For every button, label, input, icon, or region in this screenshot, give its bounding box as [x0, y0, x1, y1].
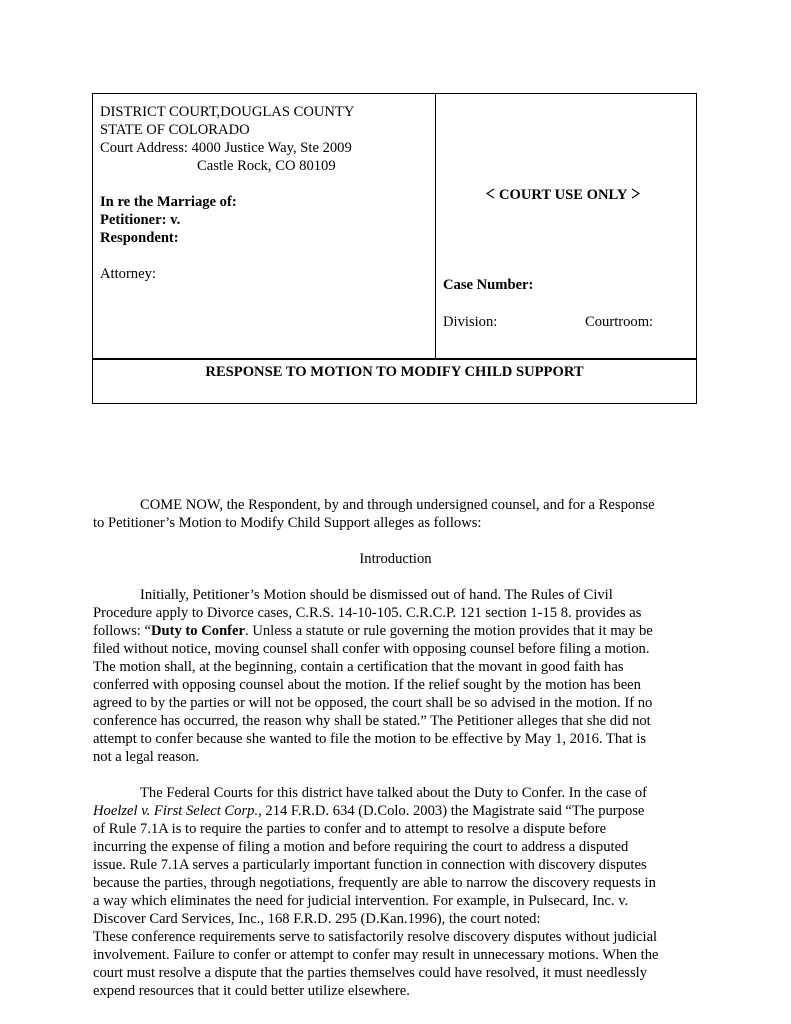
- p2-line-6: because the parties, through negotiations, frequently are able to narrow the discovery requests in: [93, 875, 656, 891]
- court-city: Castle Rock, CO 80109: [197, 158, 336, 174]
- petitioner-label: Petitioner: v.: [100, 212, 181, 228]
- p2-line-5: issue. Rule 7.1A serves a particularly important function in connection with discovery disputes: [93, 857, 647, 873]
- p2-line-7: a way which eliminates the need for judicial intervention. For example, in Pulsecard, Inc. v.: [93, 893, 629, 909]
- p1-line-1: Initially, Petitioner’s Motion should be dismissed out of hand. The Rules of Civil: [140, 587, 613, 603]
- p2-line-1: The Federal Courts for this district have talked about the Duty to Confer. In the case of: [140, 785, 647, 801]
- intro-line-1: COME NOW, the Respondent, by and through undersigned counsel, and for a Response: [140, 497, 655, 513]
- p1-line-10: not a legal reason.: [93, 749, 200, 765]
- court-address: Court Address: 4000 Justice Way, Ste 2009: [100, 140, 352, 156]
- courtroom-label: Courtroom:: [585, 314, 654, 330]
- p2-line-11: court must resolve a dispute that the parties themselves could have resolved, it must needlessly: [93, 965, 648, 981]
- p1-line-5: The motion shall, at the beginning, contain a certification that the movant in good faith has: [93, 659, 624, 675]
- caption-left-cell: [93, 94, 436, 359]
- p2-line-2: Hoelzel v. First Select Corp., 214 F.R.D. 634 (D.Colo. 2003) the Magistrate said “The purpose: [93, 803, 645, 819]
- court-use-only: [482, 186, 644, 204]
- duty-to-confer-bold: Duty to Confer: [150, 623, 246, 639]
- p2-line-4: incurring the expense of filing a motion and before requiring the court to address a disputed: [93, 839, 629, 855]
- p1-line-2: Procedure apply to Divorce cases, C.R.S. 14-10-105. C.R.C.P. 121 section 1-15 8. provides as: [93, 605, 642, 621]
- court-name: DISTRICT COURT,DOUGLAS COUNTY: [100, 104, 355, 120]
- case-citation-italic: Hoelzel v. First Select Corp.: [93, 803, 259, 819]
- triangle-right-icon: [631, 186, 640, 204]
- division-label: Division:: [443, 314, 498, 330]
- p1-line-7: agreed to by the parties or will not be opposed, the court shall be so advised in the motion. If no: [93, 695, 653, 711]
- case-number-label: Case Number:: [443, 277, 534, 293]
- document-title: RESPONSE TO MOTION TO MODIFY CHILD SUPPORT: [205, 364, 584, 380]
- intro-line-2: to Petitioner’s Motion to Modify Child Support alleges as follows:: [93, 515, 482, 531]
- p2-line-10: involvement. Failure to confer or attempt to confer may result in unnecessary motions. When the: [93, 947, 659, 963]
- p2-line-3: of Rule 7.1A is to require the parties to confer and to attempt to resolve a dispute before: [93, 821, 607, 837]
- court-state: STATE OF COLORADO: [100, 122, 250, 138]
- p1-line-3: follows: “Duty to Confer. Unless a statute or rule governing the motion provides that it may be: [93, 623, 653, 639]
- p2-line-12: expend resources that it could better utilize elsewhere.: [93, 983, 410, 999]
- caption-title-cell: [93, 358, 696, 403]
- marriage-heading: In re the Marriage of:: [100, 194, 237, 210]
- p1-line-6: conferred with opposing counsel about the motion. If the relief sought by the motion has been: [93, 677, 641, 693]
- attorney-label: Attorney:: [100, 266, 156, 282]
- section-heading: Introduction: [359, 551, 432, 567]
- court-use-only-label: COURT USE ONLY: [499, 187, 628, 203]
- p1-line-9: attempt to confer because she wanted to file the motion to be effective by May 1, 2016. That is: [93, 731, 647, 747]
- p2-line-8: Discover Card Services, Inc., 168 F.R.D. 295 (D.Kan.1996), the court noted:: [93, 911, 541, 927]
- respondent-label: Respondent:: [100, 230, 179, 246]
- p1-line-4: filed without notice, moving counsel shall confer with opposing counsel before filing a motion.: [93, 641, 650, 657]
- caption-right-cell: [436, 94, 696, 359]
- triangle-left-icon: [486, 186, 495, 204]
- p2-line-9: These conference requirements serve to satisfactorily resolve discovery disputes without judicial: [93, 929, 658, 945]
- p1-line-8: conference has occurred, the reason why shall be stated.” The Petitioner alleges that she did not: [93, 713, 651, 729]
- case-caption-box: [92, 93, 697, 404]
